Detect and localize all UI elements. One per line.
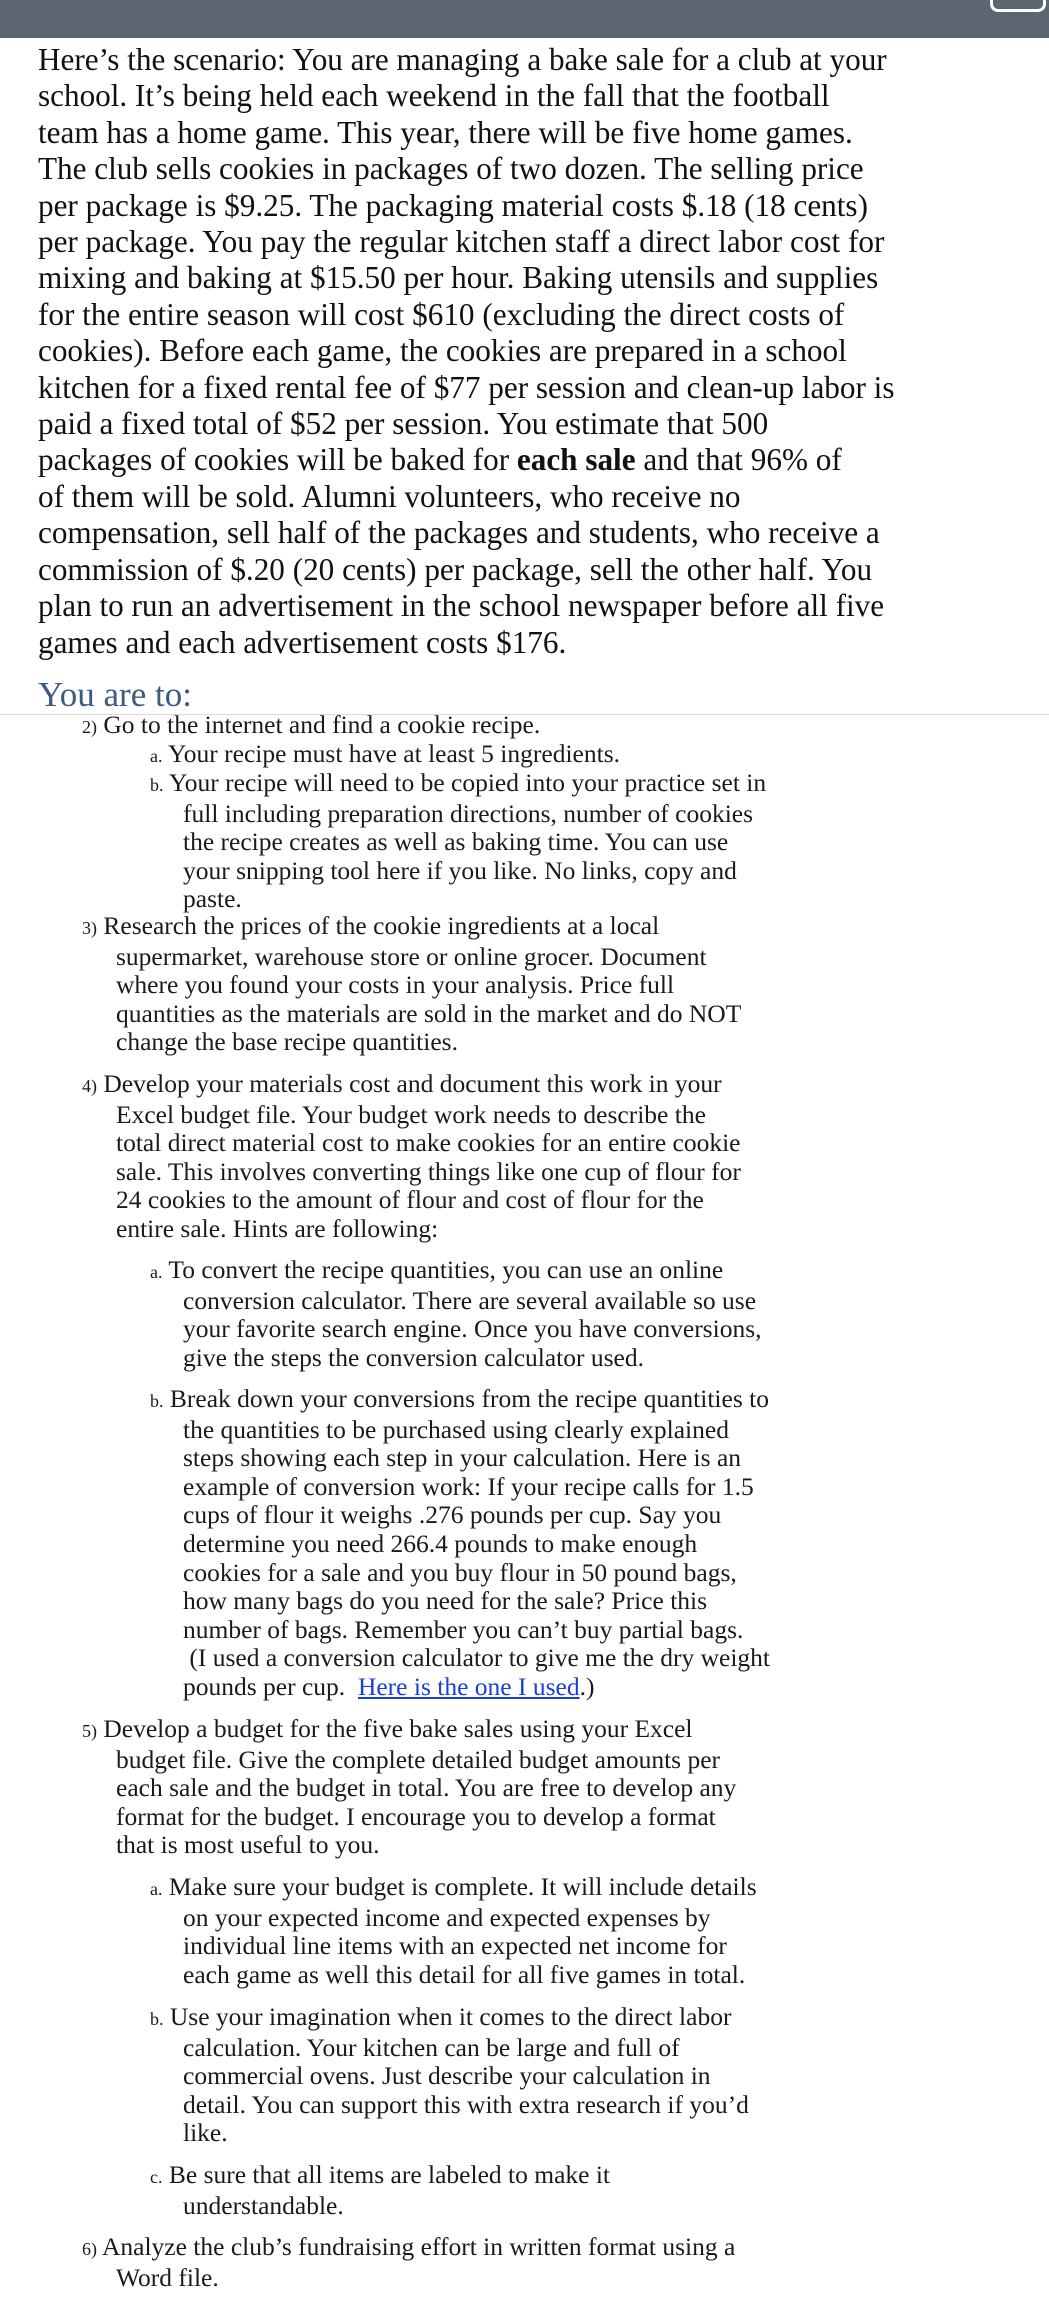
item-text: pounds per cup. bbox=[183, 1671, 358, 1701]
item-line bbox=[150, 1873, 757, 1904]
item-line: calculation. Your kitchen can be large and full of bbox=[183, 2032, 680, 2062]
item-line: the recipe creates as well as baking time. You can use bbox=[183, 827, 729, 857]
item-line: the quantities to be purchased using clearly explained bbox=[183, 1414, 729, 1444]
scenario-line: The club sells cookies in packages of two dozen. The selling price bbox=[38, 151, 864, 187]
item-line bbox=[82, 1070, 741, 1101]
item-line: Excel budget file. Your budget work needs to describe the bbox=[116, 1099, 706, 1129]
item-line: on your expected income and expected expenses by bbox=[183, 1902, 711, 1932]
scenario-bold-text: each sale bbox=[516, 442, 636, 478]
item-line: that is most useful to you. bbox=[116, 1830, 380, 1860]
item-line bbox=[150, 1673, 770, 1702]
item-number: 5) bbox=[82, 1721, 97, 1741]
list-item-4b bbox=[150, 1385, 770, 1702]
scenario-line: compensation, sell half of the packages and students, who receive a bbox=[38, 515, 880, 551]
item-line: change the base recipe quantities. bbox=[116, 1027, 458, 1057]
top-toolbar bbox=[0, 0, 1049, 38]
item-line: cookies for a sale and you buy flour in 50 pound bags, bbox=[183, 1557, 737, 1587]
item-line bbox=[150, 2003, 749, 2034]
item-line bbox=[150, 1385, 770, 1416]
item-line: your snipping tool here if you like. No links, copy and bbox=[183, 855, 737, 885]
item-line: individual line items with an expected net income for bbox=[183, 1931, 727, 1961]
scenario-line: of them will be sold. Alumni volunteers, who receive no bbox=[38, 478, 741, 514]
list-item-2a bbox=[150, 740, 620, 771]
item-text: Go to the internet and find a cookie recipe. bbox=[103, 710, 541, 739]
item-line: Word file. bbox=[116, 2262, 219, 2292]
item-line: each sale and the budget in total. You are free to develop any bbox=[116, 1773, 737, 1803]
item-line bbox=[82, 1715, 736, 1746]
item-number: 3) bbox=[82, 918, 97, 938]
scenario-line: kitchen for a fixed rental fee of $77 per session and clean-up labor is bbox=[38, 369, 895, 405]
item-number: b. bbox=[150, 1391, 164, 1411]
item-line: entire sale. Hints are following: bbox=[116, 1213, 439, 1243]
item-line: like. bbox=[183, 2118, 228, 2148]
item-line: cups of flour it weighs .276 pounds per cup. Say you bbox=[183, 1500, 722, 1530]
item-text: Make sure your budget is complete. It will include details bbox=[168, 1872, 757, 1901]
item-line: 24 cookies to the amount of flour and cost of flour for the bbox=[116, 1185, 704, 1215]
item-line: example of conversion work: If your recipe calls for 1.5 bbox=[183, 1471, 754, 1501]
item-text: To convert the recipe quantities, you can use an online bbox=[168, 1255, 724, 1284]
item-line: understandable. bbox=[183, 2190, 344, 2220]
item-number: b. bbox=[150, 2009, 164, 2029]
scenario-line: for the entire season will cost $610 (excluding the direct costs of bbox=[38, 296, 845, 332]
item-text: Your recipe will need to be copied into your practice set in bbox=[168, 768, 767, 797]
list-item-5c bbox=[150, 2161, 610, 2220]
scenario-paragraph bbox=[38, 42, 998, 661]
item-line: steps showing each step in your calculation. Here is an bbox=[183, 1443, 742, 1473]
item-number: 2) bbox=[82, 717, 97, 737]
scenario-line: per package. You pay the regular kitchen staff a direct labor cost for bbox=[38, 224, 885, 260]
item-line bbox=[82, 711, 540, 742]
item-number: a. bbox=[150, 746, 163, 766]
item-number: a. bbox=[150, 1879, 163, 1899]
item-line bbox=[82, 912, 741, 943]
item-line bbox=[150, 740, 620, 771]
list-item-3 bbox=[82, 912, 741, 1057]
item-line: paste. bbox=[183, 884, 242, 914]
item-text: Analyze the club’s fundraising effort in written format using a bbox=[101, 2232, 736, 2261]
list-item-5a bbox=[150, 1873, 757, 1989]
item-line: budget file. Give the complete detailed budget amounts per bbox=[116, 1744, 721, 1774]
list-item-2b bbox=[150, 769, 766, 914]
item-number: 6) bbox=[82, 2239, 97, 2259]
item-line: number of bags. Remember you can’t buy partial bags. bbox=[183, 1614, 744, 1644]
item-line: commercial ovens. Just describe your calculation in bbox=[183, 2061, 711, 2091]
scenario-text: packages of cookies will be baked for bbox=[38, 442, 517, 478]
item-number: a. bbox=[150, 1262, 163, 1282]
item-line: where you found your costs in your analysis. Price full bbox=[116, 970, 675, 1000]
item-text: .) bbox=[579, 1671, 595, 1701]
scenario-line: paid a fixed total of $52 per session. You estimate that 500 bbox=[38, 406, 769, 442]
item-text: Be sure that all items are labeled to make it bbox=[168, 2160, 611, 2189]
scenario-line: school. It’s being held each weekend in the fall that the football bbox=[38, 78, 830, 114]
item-line bbox=[82, 2233, 735, 2264]
item-number: c. bbox=[150, 2167, 163, 2187]
item-text: Use your imagination when it comes to the direct labor bbox=[169, 2002, 732, 2031]
item-line: determine you need 266.4 pounds to make enough bbox=[183, 1528, 698, 1558]
item-text: Break down your conversions from the recipe quantities to bbox=[169, 1384, 769, 1413]
item-line: sale. This involves converting things like one cup of flour for bbox=[116, 1156, 741, 1186]
scenario-line bbox=[38, 442, 998, 478]
scenario-line: per package is $9.25. The packaging material costs $.18 (18 cents) bbox=[38, 187, 868, 223]
item-line: detail. You can support this with extra research if you’d bbox=[183, 2089, 749, 2119]
section-heading: You are to: bbox=[38, 675, 192, 714]
item-line: conversion calculator. There are several available so use bbox=[183, 1285, 757, 1315]
item-line: how many bags do you need for the sale? Price this bbox=[183, 1586, 708, 1616]
item-line: give the steps the conversion calculator used. bbox=[183, 1342, 644, 1372]
list-item-2 bbox=[82, 711, 540, 742]
item-line: quantities as the materials are sold in the market and do NOT bbox=[116, 998, 742, 1028]
scenario-line: team has a home game. This year, there will be five home games. bbox=[38, 114, 853, 150]
item-line: full including preparation directions, number of cookies bbox=[183, 798, 754, 828]
scenario-line: games and each advertisement costs $176. bbox=[38, 624, 567, 660]
toolbar-button[interactable] bbox=[990, 0, 1046, 12]
item-line: each game as well this detail for all five games in total. bbox=[183, 1959, 746, 1989]
scenario-line: commission of $.20 (20 cents) per package, sell the other half. You bbox=[38, 551, 873, 587]
item-text: Develop a budget for the five bake sales using your Excel bbox=[103, 1714, 693, 1743]
item-number: b. bbox=[150, 775, 164, 795]
item-line: supermarket, warehouse store or online grocer. Document bbox=[116, 941, 707, 971]
scenario-line: Here’s the scenario: You are managing a bake sale for a club at your bbox=[38, 42, 887, 77]
item-line bbox=[150, 769, 766, 800]
list-item-4a bbox=[150, 1256, 762, 1372]
scenario-text: and that 96% of bbox=[635, 442, 842, 478]
scenario-line: mixing and baking at $15.50 per hour. Baking utensils and supplies bbox=[38, 260, 879, 296]
item-line: format for the budget. I encourage you to develop a format bbox=[116, 1801, 716, 1831]
item-text: Your recipe must have at least 5 ingredients. bbox=[167, 739, 620, 768]
conversion-calculator-link[interactable]: Here is the one I used bbox=[357, 1671, 580, 1701]
item-text: Develop your materials cost and document this work in your bbox=[103, 1069, 722, 1098]
item-number: 4) bbox=[82, 1076, 97, 1096]
scenario-line: cookies). Before each game, the cookies are prepared in a school bbox=[38, 333, 847, 369]
list-item-6 bbox=[82, 2233, 735, 2292]
item-text: Research the prices of the cookie ingredients at a local bbox=[103, 911, 660, 940]
list-item-5b bbox=[150, 2003, 749, 2148]
list-item-4 bbox=[82, 1070, 741, 1244]
item-line bbox=[150, 1256, 762, 1287]
item-line bbox=[150, 2161, 610, 2192]
item-line: your favorite search engine. Once you have conversions, bbox=[183, 1314, 762, 1344]
item-line: (I used a conversion calculator to give me the dry weight bbox=[183, 1643, 771, 1673]
item-line: total direct material cost to make cookies for an entire cookie bbox=[116, 1128, 741, 1158]
scenario-line: plan to run an advertisement in the school newspaper before all five bbox=[38, 588, 885, 624]
list-item-5 bbox=[82, 1715, 736, 1860]
